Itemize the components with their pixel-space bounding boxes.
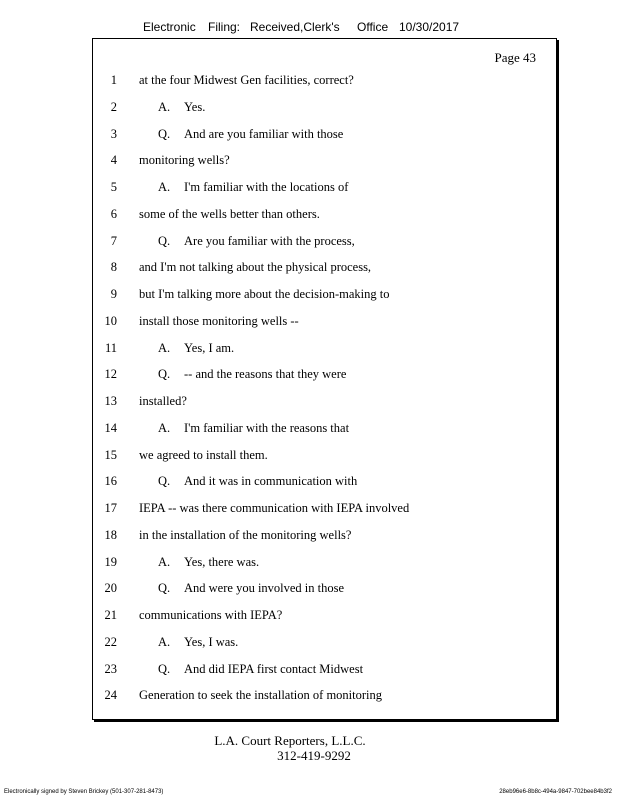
line-text (158, 338, 234, 358)
line-text (158, 177, 348, 197)
transcript-line (93, 257, 556, 277)
line-text (139, 150, 230, 170)
line-number: 6 (110, 206, 117, 221)
transcript-line (93, 177, 556, 197)
page-number: Page 43 (494, 50, 536, 65)
line-text (158, 231, 355, 251)
line-number: 22 (104, 634, 117, 649)
transcript-line (93, 364, 556, 384)
line-number: 7 (110, 233, 117, 248)
line-number: 20 (104, 581, 117, 596)
line-number: 19 (104, 554, 117, 569)
answer-marker: A. (158, 554, 171, 569)
transcript-line (93, 70, 556, 90)
header-received: Received,Clerk's (250, 20, 340, 34)
footer-company: L.A. Court Reporters, L.L.C. (214, 733, 366, 748)
line-content: -- and the reasons that they were (184, 367, 347, 382)
line-content: at the four Midwest Gen facilities, correct? (139, 73, 354, 87)
question-marker: Q. (158, 233, 171, 248)
line-number: 4 (110, 153, 117, 168)
line-content: Yes, I was. (184, 634, 239, 649)
line-number: 15 (104, 447, 117, 462)
transcript-line (93, 605, 556, 625)
line-text (158, 97, 205, 117)
question-marker: Q. (158, 661, 171, 676)
transcript-line (93, 525, 556, 545)
line-text (139, 525, 351, 545)
line-number: 10 (104, 313, 117, 328)
line-number: 13 (104, 394, 117, 408)
line-content: And did IEPA first contact Midwest (184, 661, 364, 676)
footer-phone: 312-419-9292 (277, 748, 351, 763)
line-text (158, 632, 238, 652)
line-number: 9 (110, 287, 117, 301)
line-number: 21 (104, 608, 117, 622)
transcript-line (93, 338, 556, 358)
line-number: 17 (104, 501, 117, 515)
line-text (139, 257, 371, 277)
transcript-line (93, 97, 556, 117)
line-content: communications with IEPA? (139, 608, 283, 622)
transcript-line (93, 498, 556, 518)
line-content: monitoring wells? (139, 153, 230, 168)
line-content: Yes, there was. (184, 554, 260, 569)
line-content: install those monitoring wells -- (139, 313, 299, 328)
transcript-line (93, 311, 556, 331)
line-content: installed? (139, 394, 187, 408)
transcript-line (93, 124, 556, 144)
header-date: 10/30/2017 (399, 20, 460, 34)
line-number: 16 (104, 474, 117, 489)
line-text (139, 70, 354, 90)
line-text (139, 605, 282, 625)
transcript-line (93, 685, 556, 705)
transcript-line (93, 231, 556, 251)
line-number: 18 (104, 527, 117, 542)
line-content: and I'm not talking about the physical process, (139, 260, 372, 275)
line-text (158, 659, 363, 679)
line-number: 2 (110, 99, 117, 114)
answer-marker: A. (158, 340, 171, 355)
line-number: 8 (110, 260, 117, 275)
line-content: Yes. (184, 99, 206, 114)
line-number: 12 (104, 367, 117, 382)
line-number: 1 (110, 73, 117, 87)
transcript-line (93, 418, 556, 438)
line-text (139, 445, 268, 465)
transcript-line (93, 552, 556, 572)
question-marker: Q. (158, 474, 171, 489)
line-text (139, 204, 320, 224)
line-content: I'm familiar with the reasons that (184, 420, 350, 435)
line-content: And it was in communication with (184, 474, 358, 489)
line-text (139, 284, 389, 304)
line-number: 14 (104, 420, 117, 435)
transcript-line (93, 391, 556, 411)
line-text (139, 391, 187, 411)
line-content: Are you familiar with the process, (184, 233, 355, 248)
line-content: IEPA -- was there communication with IEPA involved (139, 501, 410, 515)
answer-marker: A. (158, 420, 171, 435)
line-text (158, 552, 259, 572)
electronic-signature: Electronically signed by Steven Brickey (501-307-281-8473) (4, 789, 164, 795)
line-content: And are you familiar with those (184, 126, 344, 141)
line-number: 11 (104, 340, 117, 355)
answer-marker: A. (158, 634, 171, 649)
transcript-page-frame (92, 38, 557, 720)
transcript-line (93, 578, 556, 598)
line-text (139, 498, 409, 518)
answer-marker: A. (158, 99, 171, 114)
transcript-line (93, 150, 556, 170)
line-text (139, 311, 299, 331)
transcript-line (93, 204, 556, 224)
transcript-line (93, 659, 556, 679)
transcript-line (93, 284, 556, 304)
line-content: Generation to seek the installation of monitoring (139, 688, 382, 703)
header-office: Office (357, 20, 389, 34)
line-content: Yes, I am. (184, 340, 235, 355)
line-content: And were you involved in those (184, 581, 345, 596)
line-text (139, 685, 382, 705)
line-number: 5 (110, 180, 117, 194)
line-content: we agreed to install them. (139, 447, 268, 462)
line-content: but I'm talking more about the decision-making to (139, 287, 390, 301)
line-text (158, 124, 343, 144)
filing-stamp-header (143, 20, 483, 38)
header-electronic: Electronic (143, 20, 196, 34)
question-marker: Q. (158, 367, 171, 382)
question-marker: Q. (158, 581, 171, 596)
answer-marker: A. (158, 180, 171, 194)
line-number: 3 (110, 126, 117, 141)
line-number: 23 (104, 661, 117, 676)
document-hash: 28eb96e6-8b8c-494a-9847-702bee84b3f2 (499, 789, 612, 795)
line-content: in the installation of the monitoring wells? (139, 527, 352, 542)
line-content: I'm familiar with the locations of (184, 180, 349, 194)
header-filing: Filing: (208, 20, 241, 34)
line-content: some of the wells better than others. (139, 206, 320, 221)
line-text (158, 578, 344, 598)
question-marker: Q. (158, 126, 171, 141)
transcript-line (93, 445, 556, 465)
line-number: 24 (104, 688, 117, 703)
line-text (158, 418, 349, 438)
line-text (158, 471, 357, 491)
line-text (158, 364, 346, 384)
transcript-line (93, 632, 556, 652)
transcript-line (93, 471, 556, 491)
